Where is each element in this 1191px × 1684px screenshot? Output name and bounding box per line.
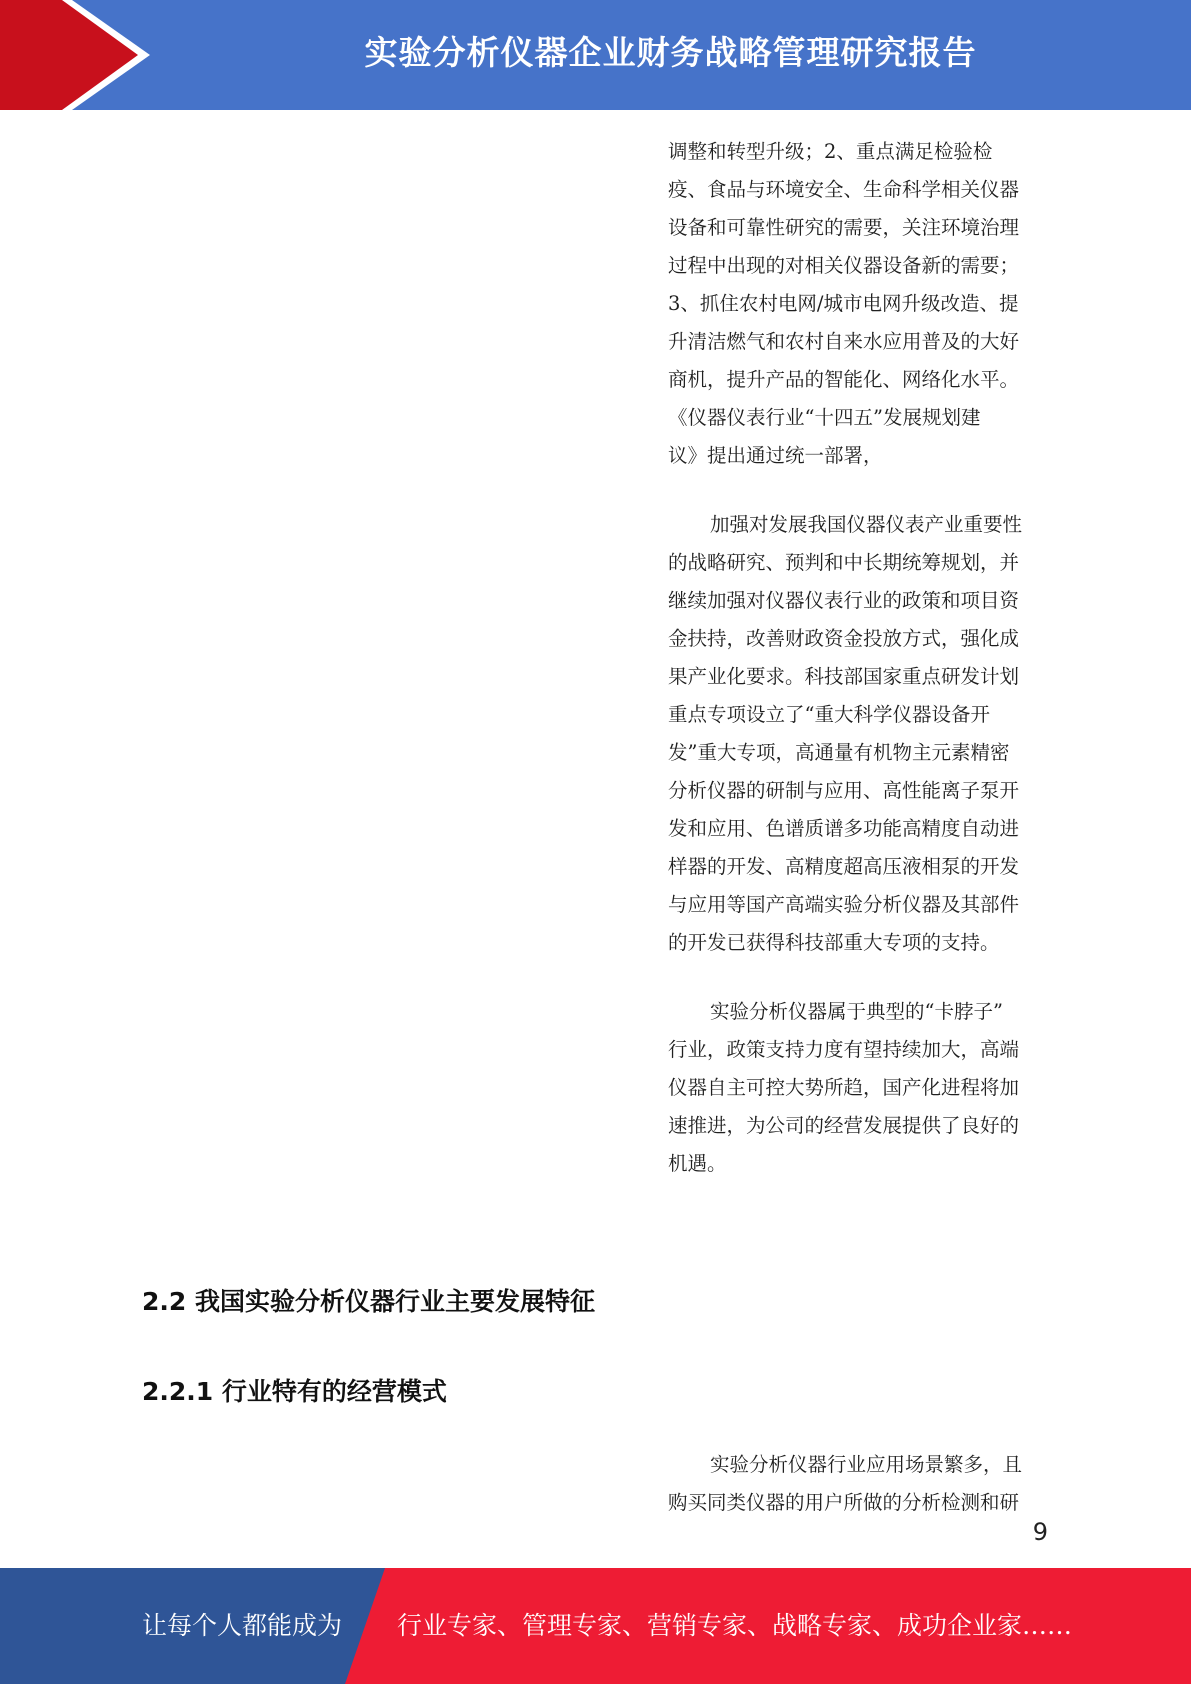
section-heading-2-2: 2.2 我国实验分析仪器行业主要发展特征: [142, 1287, 595, 1316]
footer-slogan-left: 让每个人都能成为: [142, 1611, 343, 1640]
section-heading-2-2-1: 2.2.1 行业特有的经营模式: [142, 1377, 447, 1406]
text-line: 重点专项设立了“重大科学仪器设备开: [668, 703, 990, 726]
text-line: 设备和可靠性研究的需要，关注环境治理: [668, 216, 1020, 239]
page-header: [0, 0, 1191, 110]
text-line: 过程中出现的对相关仪器设备新的需要；: [668, 254, 1020, 277]
text-line: 果产业化要求。科技部国家重点研发计划: [668, 665, 1020, 688]
text-line: 疫、食品与环境安全、生命科学相关仪器: [668, 178, 1020, 201]
text-line: 调整和转型升级；2、重点满足检验检: [668, 140, 993, 163]
report-title: 实验分析仪器企业财务战略管理研究报告: [364, 33, 977, 72]
text-line: 金扶持，改善财政资金投放方式，强化成: [668, 627, 1020, 650]
text-line: 继续加强对仪器仪表行业的政策和项目资: [668, 589, 1020, 612]
text-line: 分析仪器的研制与应用、高性能离子泵开: [668, 779, 1020, 802]
text-line: 加强对发展我国仪器仪表产业重要性: [710, 513, 1023, 536]
paragraph-block-3: [668, 993, 1048, 1183]
text-line: 购买同类仪器的用户所做的分析检测和研: [668, 1491, 1020, 1514]
paragraph-block-2: [668, 506, 1048, 962]
text-line: 行业，政策支持力度有望持续加大，高端: [668, 1038, 1020, 1061]
text-line: 发和应用、色谱质谱多功能高精度自动进: [668, 817, 1020, 840]
header-chevron-decoration: [0, 0, 160, 110]
text-line: 机遇。: [668, 1152, 727, 1175]
text-line: 3、抓住农村电网/城市电网升级改造、提: [668, 292, 1019, 315]
text-line: 实验分析仪器属于典型的“卡脖子”: [710, 1000, 1003, 1023]
text-line: 《仪器仪表行业“十四五”发展规划建: [668, 406, 981, 429]
text-line: 速推进，为公司的经营发展提供了良好的: [668, 1114, 1020, 1137]
footer-slogan-right: 行业专家、管理专家、营销专家、战略专家、成功企业家……: [397, 1611, 1073, 1640]
text-line: 的开发已获得科技部重大专项的支持。: [668, 931, 1000, 954]
paragraph-block-1: [668, 133, 1048, 475]
text-line: 发”重大专项，高通量有机物主元素精密: [668, 741, 1010, 764]
text-line: 的战略研究、预判和中长期统筹规划，并: [668, 551, 1020, 574]
text-line: 实验分析仪器行业应用场景繁多，且: [710, 1453, 1023, 1476]
text-line: 议》提出通过统一部署，: [668, 444, 883, 467]
text-line: 与应用等国产高端实验分析仪器及其部件: [668, 893, 1020, 916]
text-line: 样器的开发、高精度超高压液相泵的开发: [668, 855, 1020, 878]
page-number: 9: [1032, 1518, 1048, 1546]
text-line: 仪器自主可控大势所趋，国产化进程将加: [668, 1076, 1020, 1099]
paragraph-block-4: [668, 1446, 1048, 1522]
text-line: 商机，提升产品的智能化、网络化水平。: [668, 368, 1020, 391]
page-footer: [0, 1568, 1191, 1684]
text-line: 升清洁燃气和农村自来水应用普及的大好: [668, 330, 1020, 353]
